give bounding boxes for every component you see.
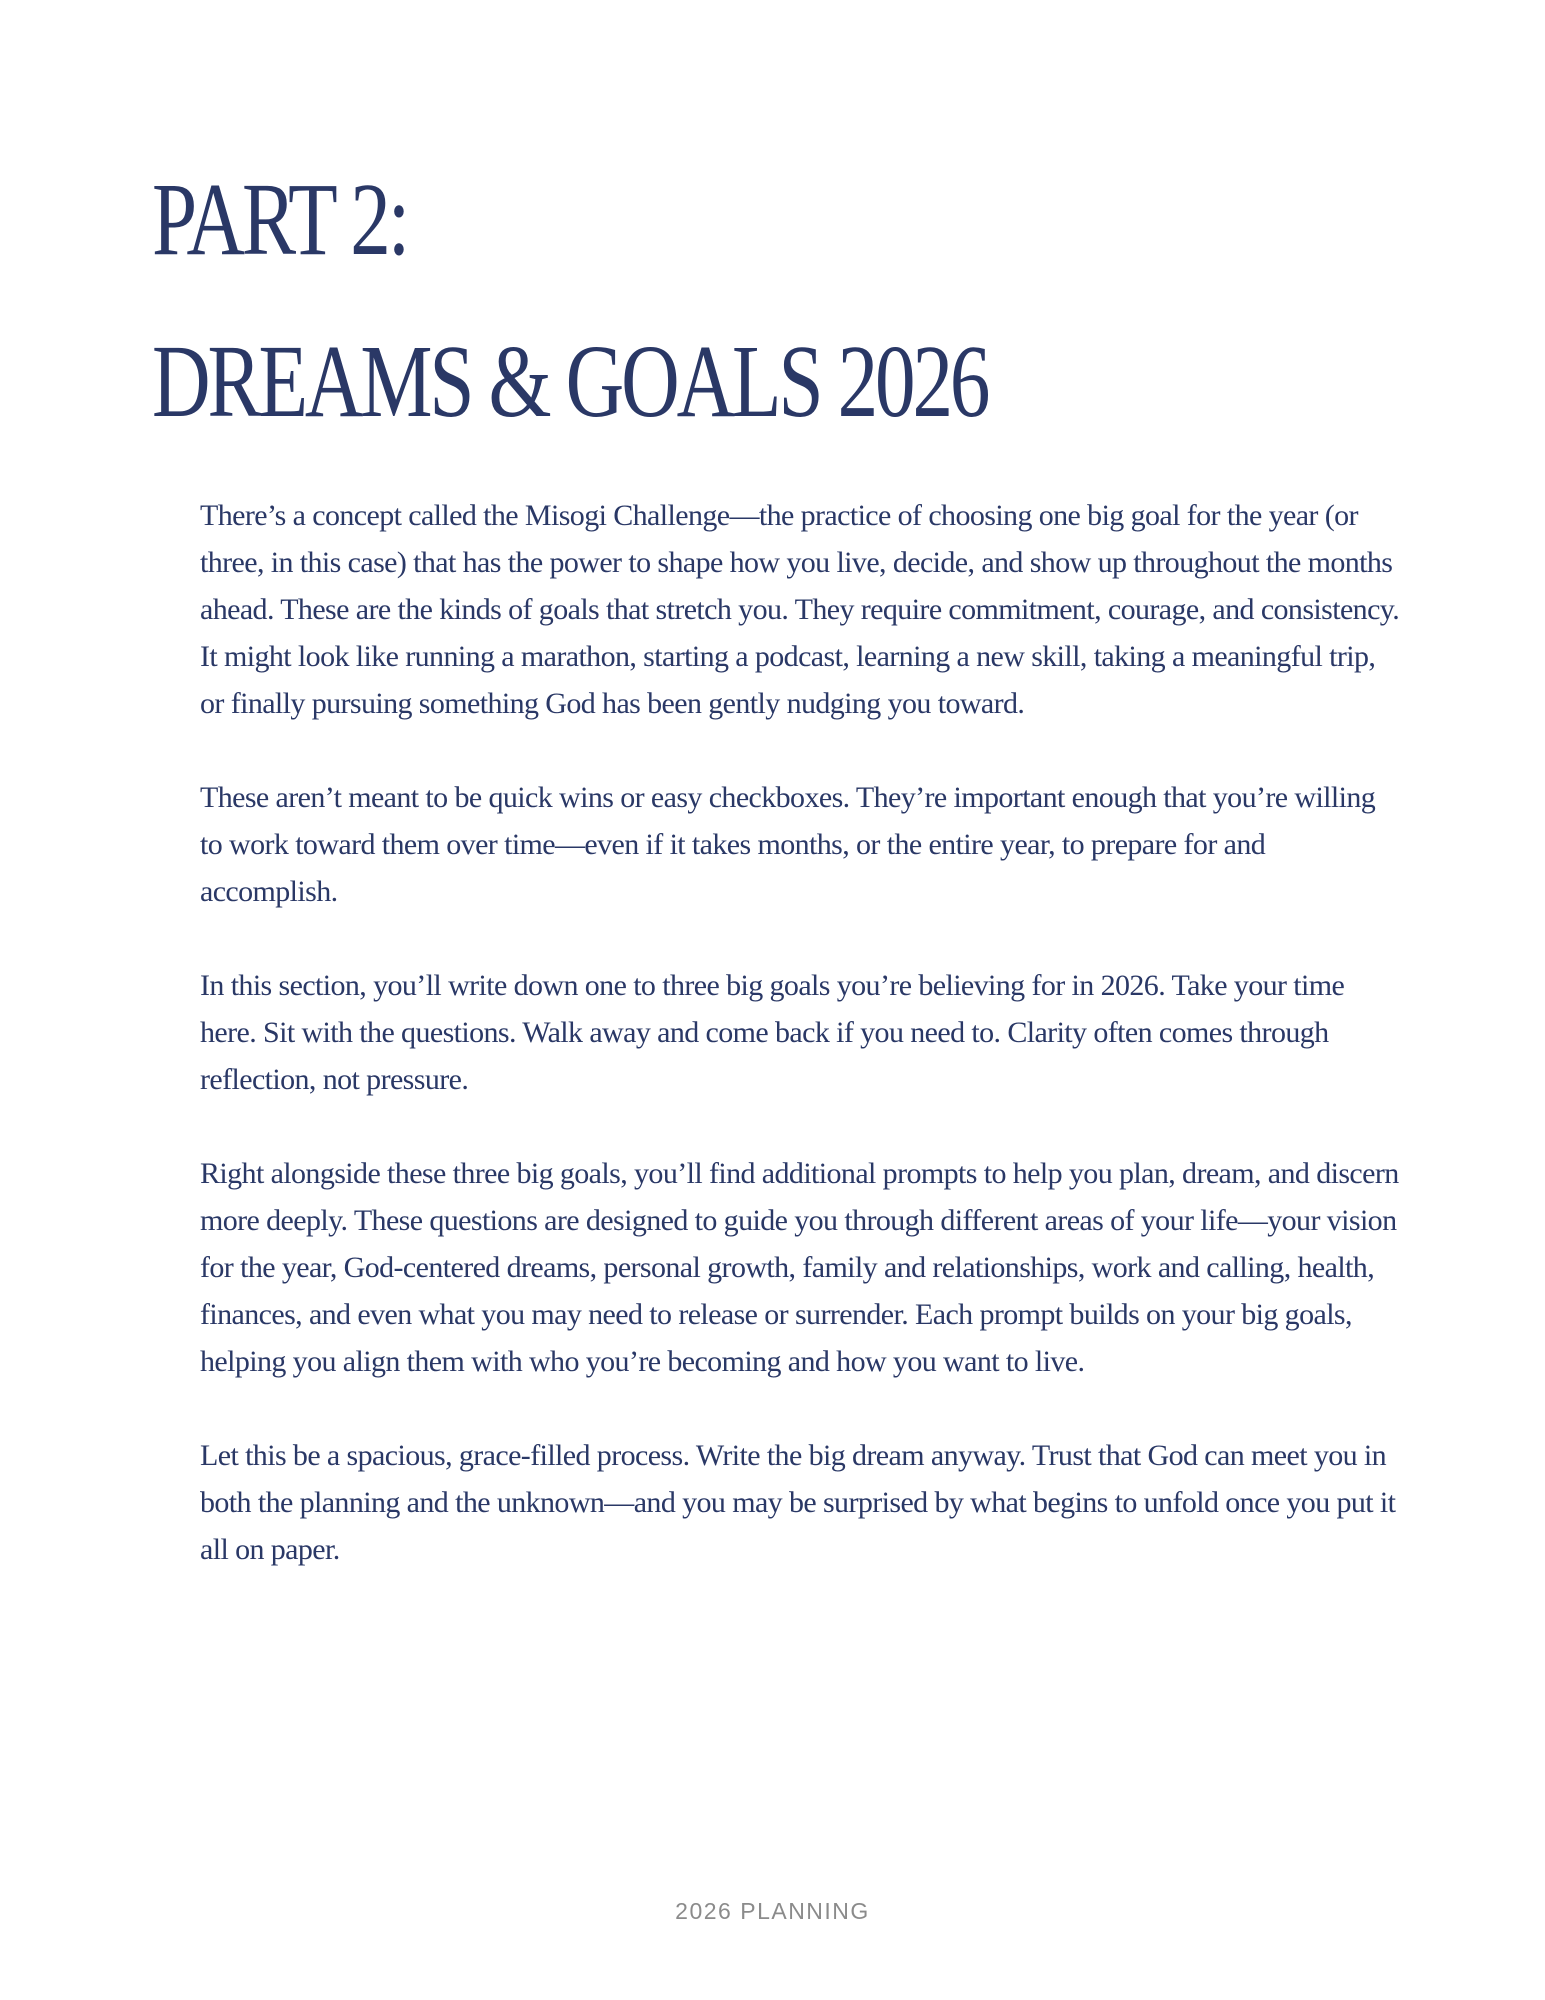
page-footer: 2026 PLANNING [675,1898,870,1924]
paragraph-not-quick-wins: These aren’t meant to be quick wins or easy checkboxes. They’re important enough that you’re willing to work toward them over time—even if it takes months, or the entire year, to prepare for and accomplish. [200,781,1376,908]
paragraph-misogi: There’s a concept called the Misogi Challenge—the practice of choosing one big goal for the year (or three, in this case) that has the power to shape how you live, decide, and show up throughout the months ahead. These are the kinds of goals that stretch you. They require commitment, courage, and consistency. It might look like running a marathon, starting a podcast, learning a new skill, taking a meaningful trip, or finally pursuing something God has been gently nudging you toward. [200,499,1400,720]
paragraph-additional-prompts: Right alongside these three big goals, you’ll find additional prompts to help you plan, dream, and discern more deeply. These questions are designed to guide you through different areas of your life—your vision for the year, God-centered dreams, personal growth, family and relationships, work and calling, health, finances, and even what you may need to release or surrender. Each prompt builds on your big goals, helping you align them with who you’re becoming and how you want to live. [200,1157,1399,1378]
page-title-part: PART 2: [152,162,408,277]
paragraph-grace-filled: Let this be a spacious, grace-filled process. Write the big dream anyway. Trust that God can meet you in both the planning and the unknown—and you may be surprised by what begins to unfold once you put it all on paper. [200,1439,1396,1566]
body-text [200,492,1400,1620]
paragraph-write-goals: In this section, you’ll write down one to three big goals you’re believing for in 2026. Take your time here. Sit with the questions. Walk away and come back if you need to. Clarity often comes through reflection, not pressure. [200,969,1345,1096]
page-title-section: DREAMS & GOALS 2026 [152,324,988,439]
